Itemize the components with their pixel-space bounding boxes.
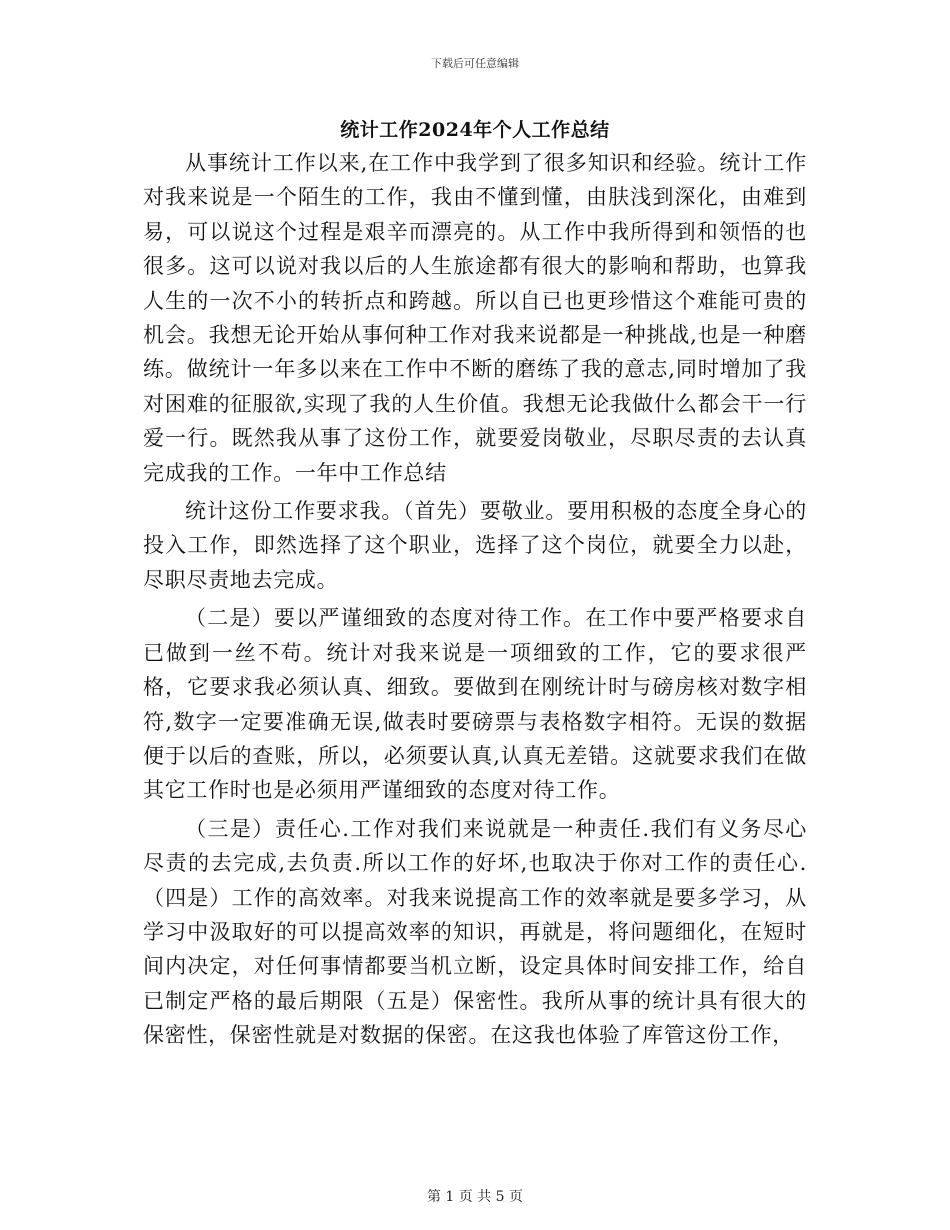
document-body: [143, 146, 807, 1053]
paragraph-1: 从事统计工作以来,在工作中我学到了很多知识和经验。统计工作对我来说是一个陌生的工作，我由不懂到懂，由肤浅到深化，由难到易，可以说这个过程是艰辛而漂亮的。从工作中我所得到和领悟的也很多。这可以说对我以后的人生旅途都有很大的影响和帮助，也算我人生的一次不小的转折点和跨越。所以自已也更珍惜这个难能可贵的机会。我想无论开始从事何种工作对我来说都是一种挑战,也是一种磨练。做统计一年多以来在工作中不断的磨练了我的意志,同时增加了我对困难的征服欲,实现了我的人生价值。我想无论我做什么都会干一行爱一行。既然我从事了这份工作，就要爱岗敬业，尽职尽责的去认真完成我的工作。一年中工作总结: [143, 151, 807, 485]
paragraph-4: （三是）责任心.工作对我们来说就是一种责任.我们有义务尽心尽责的去完成,去负责.所以工作的好坏,也取决于你对工作的责任心.（四是）工作的高效率。对我来说提高工作的效率就是要多学习，从学习中汲取好的可以提高效率的知识，再就是，将问题细化，在短时间内决定，对任何事情都要当机立断，设定具体时间安排工作，给自已制定严格的最后期限（五是）保密性。我所从事的统计具有很大的保密性，保密性就是对数据的保密。在这我也体验了库管这份工作，: [143, 816, 807, 1048]
paragraph-3: （二是）要以严谨细致的态度对待工作。在工作中要严格要求自已做到一丝不苟。统计对我来说是一项细致的工作，它的要求很严格，它要求我必须认真、细致。要做到在刚统计时与磅房核对数字相符,数字一定要准确无误,做表时要磅票与表格数字相符。无误的数据便于以后的查账，所以，必须要认真,认真无差错。这就要求我们在做其它工作时也是必须用严谨细致的态度对待工作。: [143, 606, 807, 803]
page-header: 下载后可任意编辑: [431, 57, 519, 70]
page-footer: 第 1 页 共 5 页: [426, 1189, 524, 1205]
paragraph-2: 统计这份工作要求我。（首先）要敬业。要用积极的态度全身心的投入工作，即然选择了这个职业，选择了这个岗位，就要全力以赴，尽职尽责地去完成。: [143, 499, 807, 592]
document-title: 统计工作2024年个人工作总结: [340, 119, 610, 141]
